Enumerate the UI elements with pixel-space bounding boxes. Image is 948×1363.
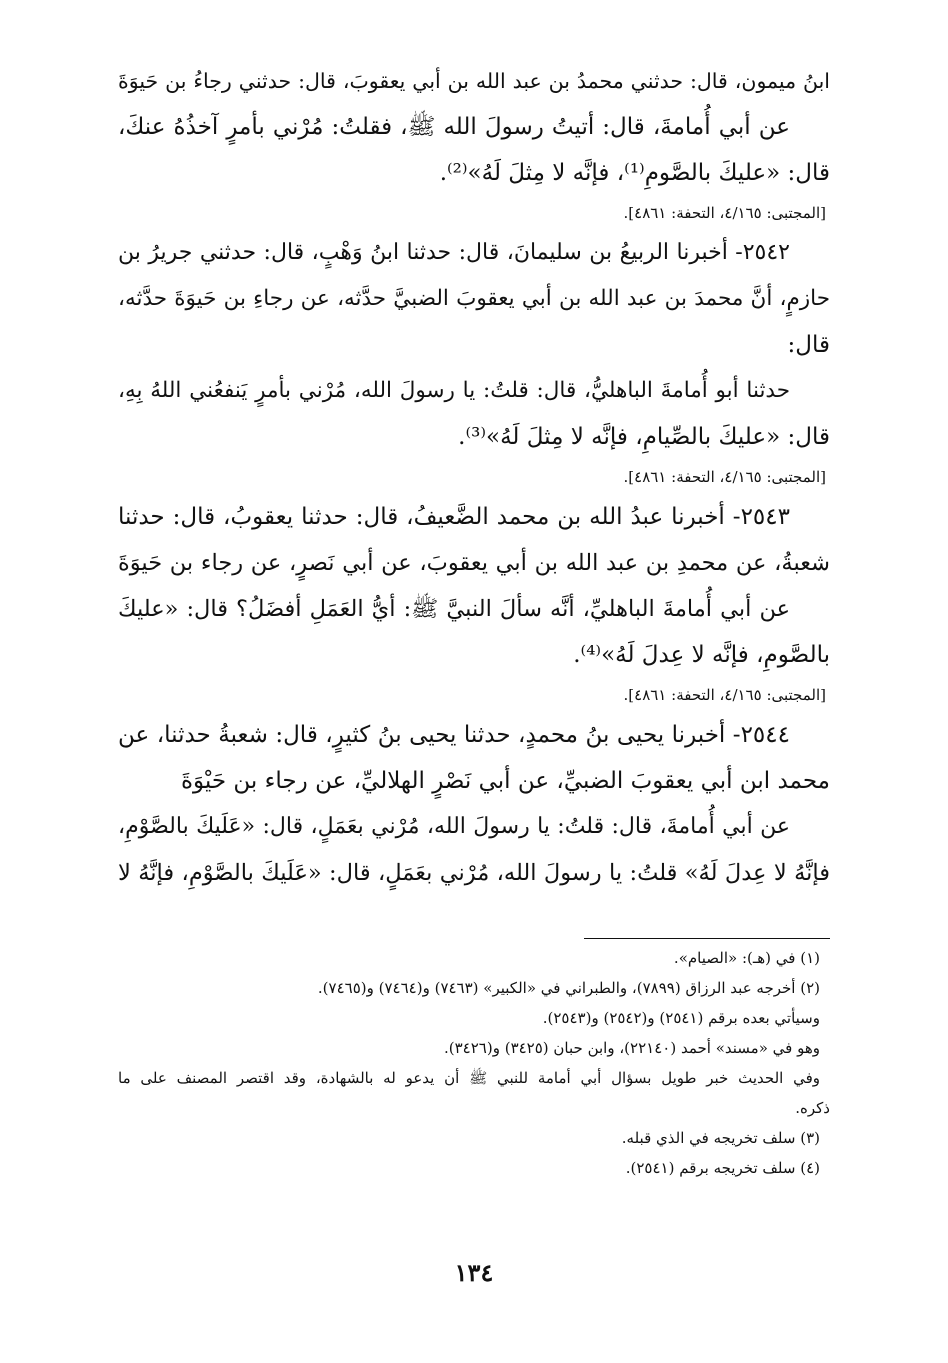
text-line: قال: — [787, 332, 830, 358]
text-line: ابنُ ميمون، قال: حدثني محمدُ بن عبد الله بن أبي يعقوبَ، قال: حدثني رجاءُ بن حَيوَةَ — [118, 69, 830, 93]
text-line: عن أبي أُمامةَ، قال: قلتُ: يا رسولَ الله، مُرْني بعَمَلٍ، قال: «عَلَيكَ بالصَّوْمِ، — [118, 814, 790, 839]
text-line: عن أبي أُمامةَ، قال: أتيتُ رسولَ الله ﷺ، فقلتُ: مُرْني بأمرٍ آخذُهُ عنكَ، — [118, 114, 790, 140]
source-reference: [المجتبى: ٤/١٦٥، التحفة: ٤٨٦١]. — [623, 204, 826, 222]
text-line: قال: «عليكَ بالصِّيامِ، فإنَّه لا مِثلَ لَهُ»⁽³⁾. — [458, 424, 830, 450]
footnote-3: (٣) سلف تخريجه في الذي قبله. — [621, 1129, 820, 1147]
footnote-2-continued: وفي الحديث خبر طويل بسؤال أبي أمامة للنبي ﷺ أن يدعو له بالشهادة، وقد اقتصر المصنف على ما — [118, 1069, 820, 1087]
text-line: قال: «عليكَ بالصَّومِ⁽¹⁾، فإنَّه لا مِثلَ لَهُ»⁽²⁾. — [439, 160, 830, 186]
footnote-2-continued: وهو في «مسند» أحمد (٢٢١٤٠)، وابن حبان (٣٤٢٥) و(٣٤٢٦). — [443, 1039, 820, 1057]
hadith-2544-line: ٢٥٤٤- أخبرنا يحيى بنُ محمدٍ، حدثنا يحيى بنُ كثيرٍ، قال: شعبةُ حدثنا، عن — [118, 722, 790, 748]
footnote-2-continued: وسيأتي بعده برقم (٢٥٤١) و(٢٥٤٢) و(٢٥٤٣). — [542, 1009, 820, 1027]
footnote-1: (١) في (هـ): «الصيام». — [673, 949, 820, 967]
hadith-2543-line: ٢٥٤٣- أخبرنا عبدُ الله بن محمد الضَّعيفُ، قال: حدثنا يعقوبُ، قال: حدثنا — [118, 504, 790, 530]
page-number: ١٣٤ — [454, 1258, 494, 1287]
text-line: حازمٍ، أنَّ محمدَ بن عبد الله بن أبي يعقوبَ الضبيَّ حدَّثه، عن رجاءِ بن حَيوَةَ حدَّثه، — [118, 286, 830, 311]
text-line: حدثنا أبو أُمامةَ الباهليُّ، قال: قلتُ: يا رسولَ الله، مُرْني بأمرٍ يَنفعُني اللهُ بِهِ، — [118, 378, 790, 403]
source-reference: [المجتبى: ٤/١٦٥، التحفة: ٤٨٦١]. — [623, 686, 826, 704]
footnote-divider — [584, 938, 830, 939]
footnote-2: (٢) أخرجه عبد الرزاق (٧٨٩٩)، والطبراني في «الكبير» (٧٤٦٣) و(٧٤٦٤) و(٧٤٦٥). — [317, 979, 820, 997]
text-line: بالصَّومِ، فإنَّه لا عِدلَ لَهُ»⁽⁴⁾. — [573, 642, 830, 668]
text-line: فإنَّهُ لا عِدلَ لَهُ» قلتُ: يا رسولَ الله، مُرْني بعَمَلٍ، قال: «عَلَيكَ بالصَّوْمِ، فإنَّهُ لا — [118, 860, 830, 886]
text-line: شعبةُ، عن محمدِ بن عبد الله بن أبي يعقوبَ، عن أبي نَصرٍ، عن رجاء بن حَيوَةَ — [118, 550, 830, 576]
main-text — [118, 58, 830, 896]
footnotes — [118, 938, 830, 1183]
text-line: عن أبي أُمامةَ الباهليِّ، أنَّه سألَ النبيَّ ﷺ: أيُّ العَمَلِ أفضَلُ؟ قال: «عليكَ — [118, 596, 790, 622]
source-reference: [المجتبى: ٤/١٦٥، التحفة: ٤٨٦١]. — [623, 468, 826, 486]
hadith-2542-line: ٢٥٤٢- أخبرنا الربيعُ بن سليمانَ، قال: حدثنا ابنُ وَهْبٍ، قال: حدثني جريرُ بن — [118, 240, 790, 265]
footnote-4: (٤) سلف تخريجه برقم (٢٥٤١). — [625, 1159, 820, 1177]
text-line: محمد ابن أبي يعقوبَ الضبيِّ، عن أبي نَصْرٍ الهلاليِّ، عن رجاء بن حَيْوَةَ — [180, 768, 830, 794]
footnote-2-continued: ذكره. — [795, 1099, 830, 1117]
